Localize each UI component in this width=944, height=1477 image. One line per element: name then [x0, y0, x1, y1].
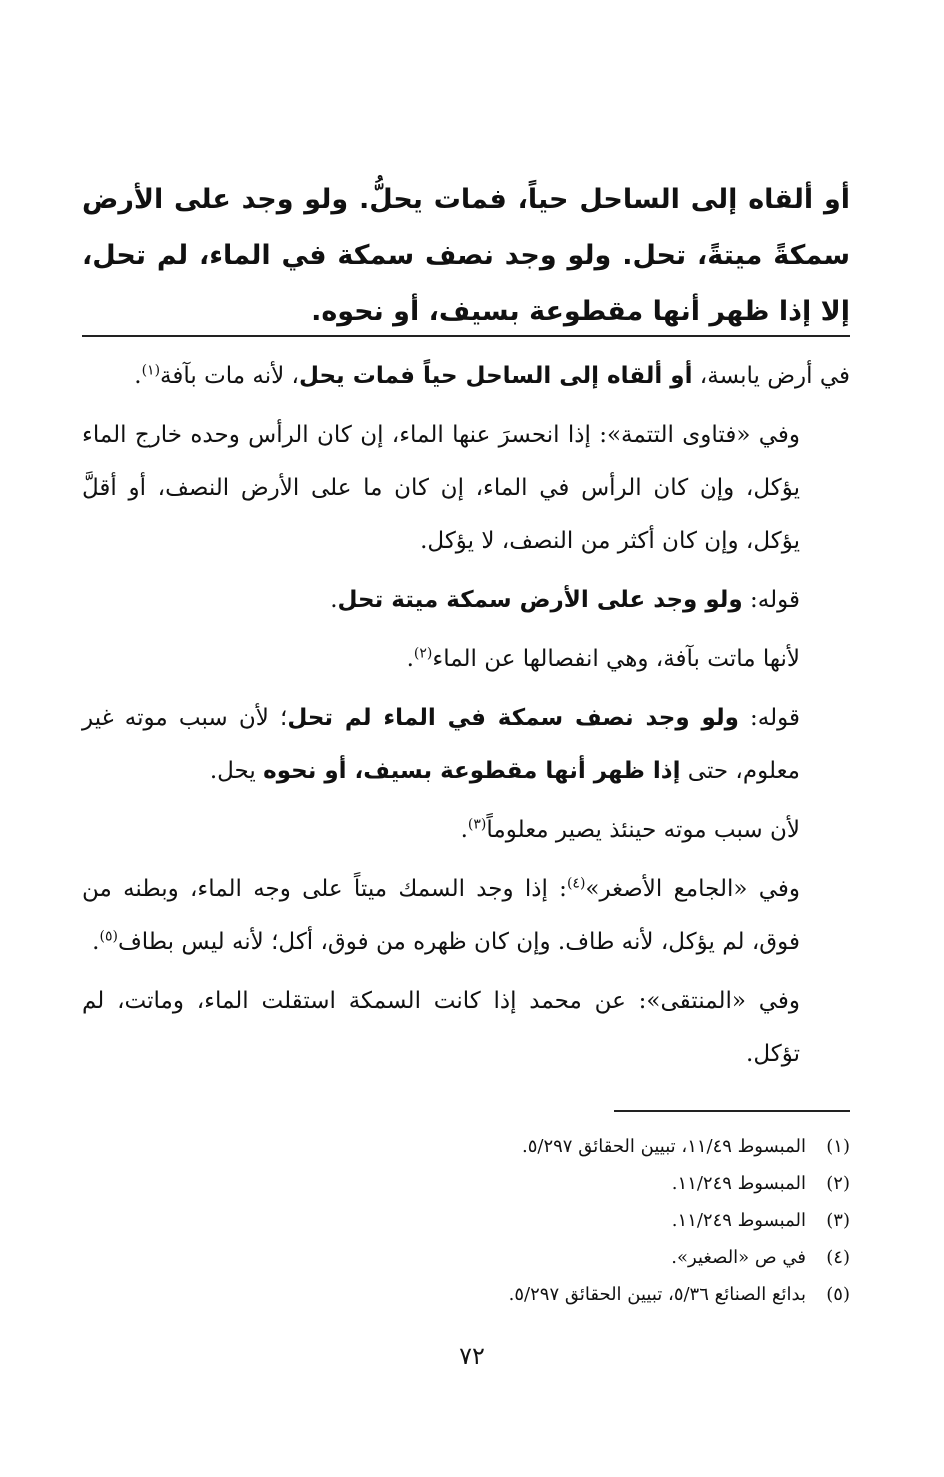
footnote-text: في ص «الصغير».: [671, 1247, 806, 1268]
commentary-paragraph-8: وفي «المنتقى»: عن محمد إذا كانت السمكة استقلت الماء، وماتت، لم تؤكل.: [82, 988, 800, 1067]
footnote-ref: (٥): [99, 928, 118, 945]
footnote: [300, 1239, 850, 1276]
footnote-number: (١): [826, 1136, 850, 1157]
commentary-paragraph-2: وفي «فتاوى التتمة»: إذا انحسرَ عنها الماء، إن كان الرأس وحده خارج الماء يؤكل، وإن كان الرأس في الماء، إن كان ما على الأرض النصف، أو أقلَّ يؤكل، وإن كان أكثر من النصف، لا يؤكل.: [82, 422, 800, 554]
main-text-divider: [82, 335, 850, 337]
commentary-paragraph-1: في أرض يابسة، أو ألقاه إلى الساحل حياً فمات يحل، لأنه مات بآفة$^{(١)}$.: [134, 362, 850, 389]
quoted-phrase: إذا ظهر أنها مقطوعة بسيف، أو نحوه: [263, 758, 681, 784]
footnote: [300, 1202, 850, 1239]
main-text-content: أو ألقاه إلى الساحل حياً، فمات يحلُّ. ولو وجد على الأرض سمكةً ميتةً، تحل. ولو وجد نصف سمكة في الماء، لم تحل، إلا إذا ظهر أنها مقطوعة بسيف، أو نحوه.: [82, 184, 850, 327]
commentary-paragraph-4: لأنها ماتت بآفة، وهي انفصالها عن الماء$^{(٢)}$.: [406, 645, 800, 672]
footnote: [300, 1128, 850, 1165]
footnote: [300, 1276, 850, 1313]
footnote-ref: (١): [141, 362, 161, 379]
commentary: [82, 350, 850, 1087]
footnote: [300, 1165, 850, 1202]
quoted-phrase: أو ألقاه إلى الساحل حياً فمات يحل: [298, 363, 693, 389]
footnote-text: بدائع الصنائع ٥/٣٦، تبيين الحقائق ٥/٢٩٧.: [508, 1284, 806, 1305]
footnote-text: المبسوط ١١/٢٤٩.: [671, 1173, 806, 1194]
footnote-ref: (٤): [566, 875, 586, 892]
footnote-number: (٤): [826, 1247, 850, 1268]
commentary-paragraph-3: قوله: ولو وجد على الأرض سمكة ميتة تحل.: [330, 587, 800, 613]
commentary-paragraph-5: قوله: ولو وجد نصف سمكة في الماء لم تحل؛ لأن سبب موته غير معلوم، حتى إذا ظهر أنها مقطوعة بسيف، أو نحوه يحل.: [82, 705, 800, 784]
commentary-paragraph-6: لأن سبب موته حينئذ يصير معلوماً$^{(٣)}$.: [460, 816, 800, 843]
footnote-text: المبسوط ١١/٤٩، تبيين الحقائق ٥/٢٩٧.: [522, 1136, 806, 1157]
commentary-paragraph-7: وفي «الجامع الأصغر»$^{(٤)}$: إذا وجد السمك ميتاً على وجه الماء، وبطنه من فوق، لم يؤكل، لأنه طاف. وإن كان ظهره من فوق، أكل؛ لأنه ليس بطاف$^{(٥)}$.: [82, 875, 800, 955]
footnote-ref: (٣): [467, 816, 487, 833]
main-text: [82, 172, 850, 340]
page-number: ٧٢: [459, 1342, 485, 1370]
footnotes: [300, 1128, 850, 1313]
footnote-ref: (٢): [413, 645, 433, 662]
footnote-number: (٣): [826, 1210, 850, 1231]
footnote-divider: [614, 1110, 850, 1112]
footnote-number: (٥): [826, 1284, 850, 1305]
quoted-phrase: ولو وجد نصف سمكة في الماء لم تحل: [287, 705, 739, 731]
footnote-number: (٢): [826, 1173, 850, 1194]
quoted-phrase: ولو وجد على الأرض سمكة ميتة تحل: [337, 587, 743, 613]
footnote-text: المبسوط ١١/٢٤٩.: [671, 1210, 806, 1231]
